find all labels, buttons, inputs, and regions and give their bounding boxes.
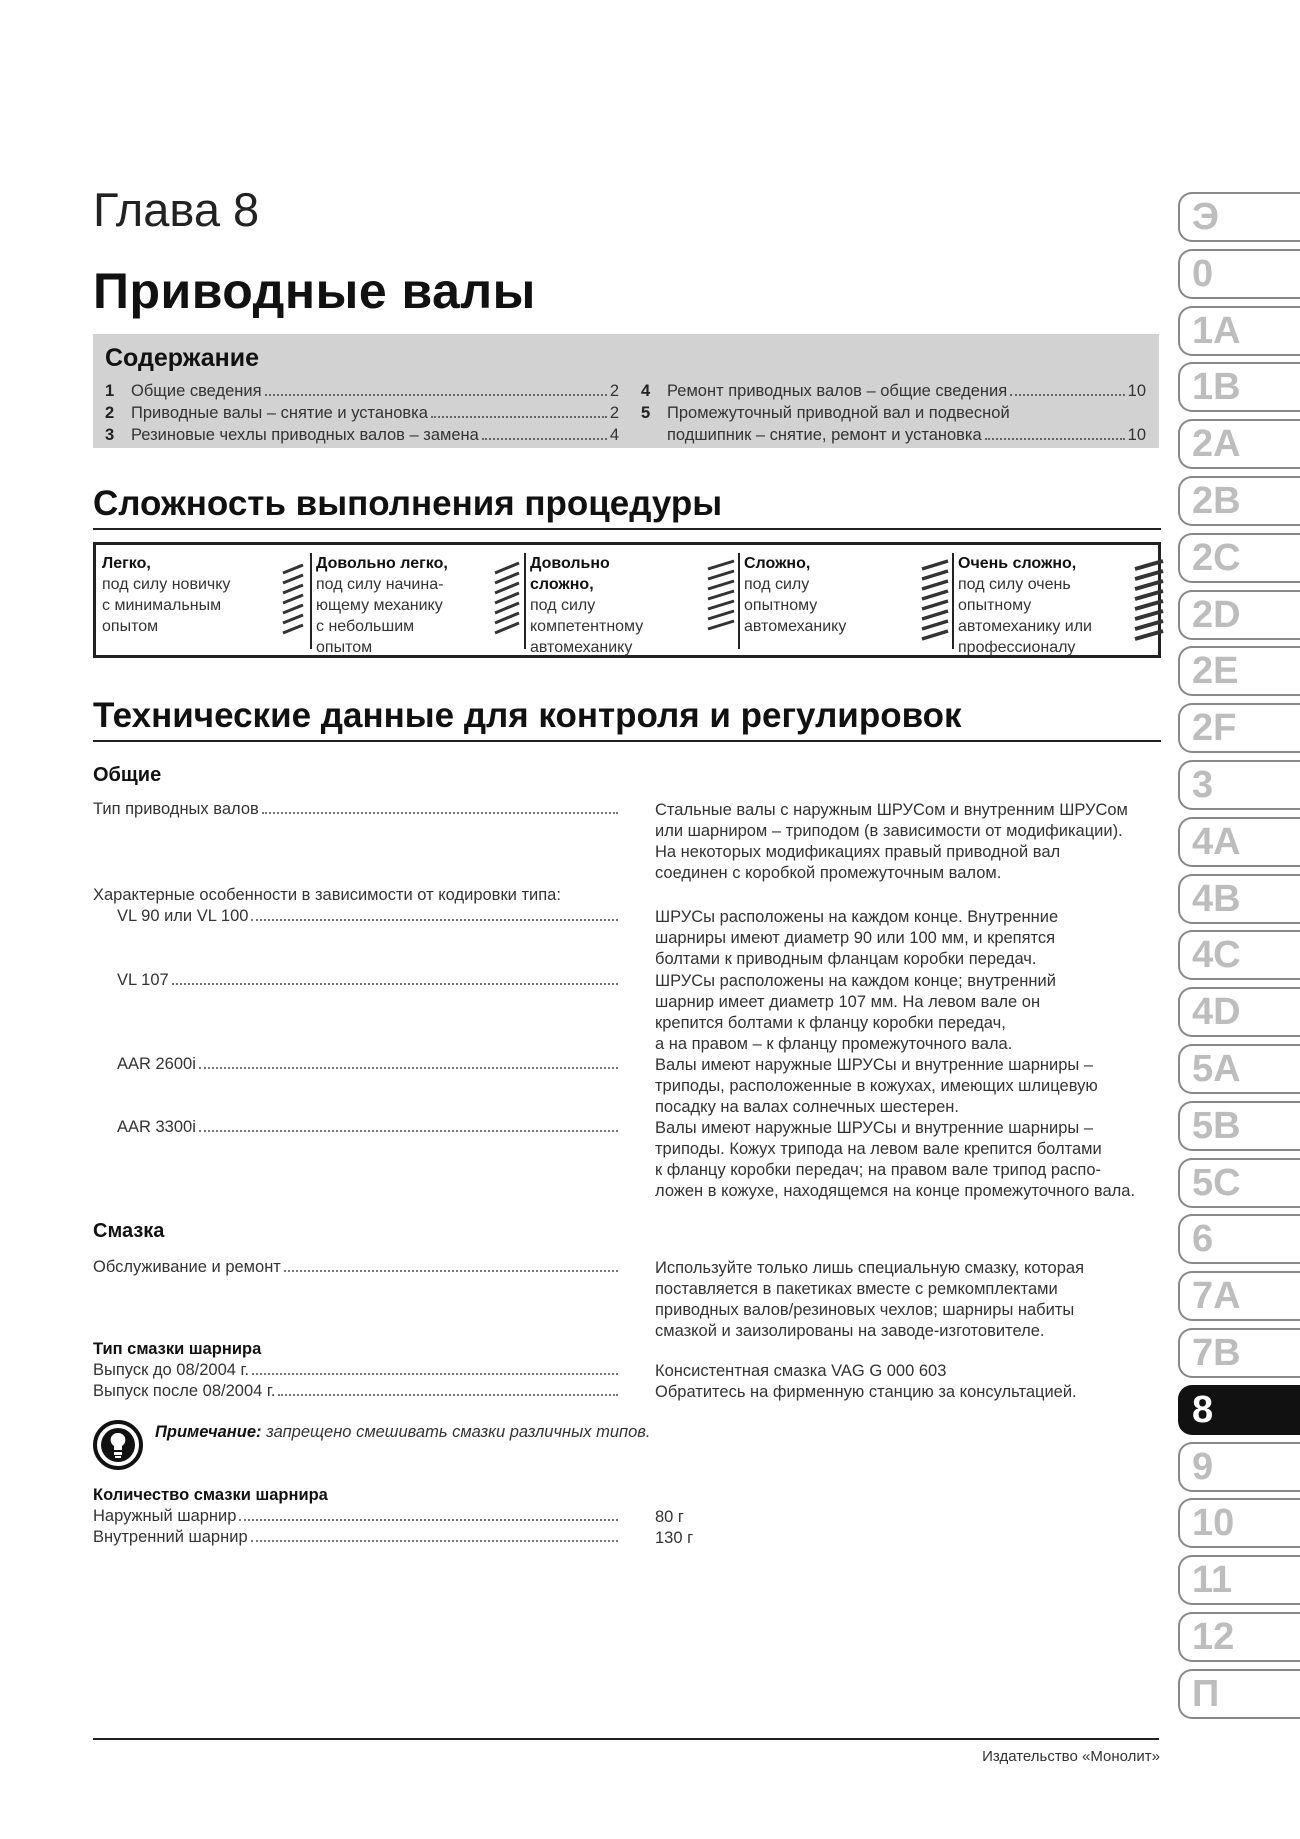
difficulty-desc: под силу начина-	[316, 576, 444, 593]
toc-title: Резиновые чехлы приводных валов – замена	[131, 426, 479, 444]
chapter-tab[interactable]: 5B	[1178, 1101, 1300, 1151]
difficulty-label: Довольно сложно,	[530, 555, 610, 593]
spec-value-line: болтами к приводным фланцам коробки передач.	[655, 950, 1037, 968]
chapter-tab[interactable]: 4C	[1178, 930, 1300, 980]
difficulty-desc: с небольшим	[316, 618, 415, 635]
chapter-tab[interactable]: 11	[1178, 1555, 1300, 1605]
toc-page: 4	[609, 426, 619, 444]
difficulty-level-5	[958, 553, 1168, 656]
toc-leader	[985, 426, 1125, 440]
difficulty-desc: под силу	[744, 576, 810, 593]
difficulty-label: Довольно легко,	[316, 555, 448, 572]
lube-qty-heading: Количество смазки шарнира	[93, 1486, 328, 1504]
leader-dots	[284, 1258, 618, 1272]
lube-type-heading: Тип смазки шарнира	[93, 1340, 262, 1358]
spec-value: 80 г	[655, 1508, 684, 1526]
chapter-tab[interactable]: 4D	[1178, 987, 1300, 1037]
difficulty-level-4	[744, 553, 954, 649]
toc-leader	[265, 382, 607, 396]
features-label: Характерные особенности в зависимости от кодировки типа:	[93, 886, 561, 904]
chapter-tab[interactable]: 2A	[1178, 419, 1300, 469]
spec-label-text: AAR 3300i	[117, 1118, 196, 1136]
spec-label	[93, 1528, 618, 1547]
toc-number: 5	[641, 404, 651, 422]
spec-value-line: посадку на валах солнечных шестерен.	[655, 1098, 959, 1116]
difficulty-label: Легко,	[102, 555, 151, 572]
wrench-2-icon	[492, 559, 522, 641]
spec-value	[655, 1055, 1165, 1118]
toc-title: Ремонт приводных валов – общие сведения	[667, 382, 1008, 400]
spec-value-line: смазкой и заизолированы на заводе-изготовителе.	[655, 1322, 1045, 1340]
difficulty-desc: профессионалу	[958, 639, 1076, 656]
difficulty-divider	[310, 553, 312, 649]
toc-item[interactable]	[105, 426, 619, 446]
toc-number: 2	[105, 404, 115, 422]
difficulty-divider	[738, 553, 740, 649]
difficulty-desc: под силу очень	[958, 576, 1071, 593]
spec-value-line: а на правом – к фланцу промежуточного вала.	[655, 1035, 1013, 1053]
chapter-tab[interactable]: 6	[1178, 1214, 1300, 1264]
difficulty-level-2	[316, 553, 526, 656]
spec-label	[93, 1382, 618, 1401]
leader-dots	[251, 907, 618, 921]
difficulty-desc: с минимальным	[102, 597, 222, 614]
spec-value-line: Используйте только лишь специальную смазку, которая	[655, 1259, 1085, 1277]
difficulty-desc: опытному	[744, 597, 818, 614]
toc-page: 10	[1127, 382, 1146, 400]
spec-label	[117, 1055, 618, 1074]
difficulty-desc: автомеханику или	[958, 618, 1092, 635]
section-rule	[93, 528, 1161, 530]
chapter-tab[interactable]: 8	[1178, 1385, 1300, 1435]
spec-value-line: крепится болтами к фланцу коробки передач,	[655, 1014, 1006, 1032]
spec-value: Обратитесь на фирменную станцию за консультацией.	[655, 1383, 1077, 1401]
difficulty-desc: компетентному	[530, 618, 644, 635]
leader-dots	[172, 971, 618, 985]
lube-heading: Смазка	[93, 1220, 165, 1242]
note-label: Примечание:	[155, 1423, 262, 1441]
chapter-tab[interactable]: 9	[1178, 1442, 1300, 1492]
toc-title: подшипник – снятие, ремонт и установка	[667, 426, 982, 444]
leader-dots	[199, 1118, 618, 1132]
toc-item[interactable]	[641, 404, 1146, 424]
spec-value	[655, 971, 1165, 1055]
lightbulb-icon	[93, 1420, 143, 1470]
spec-label	[93, 1258, 618, 1277]
chapter-tab[interactable]: 5C	[1178, 1158, 1300, 1208]
contents-heading: Содержание	[105, 344, 260, 372]
toc-title: Промежуточный приводной вал и подвесной	[667, 404, 1010, 422]
spec-label	[93, 800, 618, 819]
spec-label-text: Обслуживание и ремонт	[93, 1258, 281, 1276]
difficulty-divider	[524, 553, 526, 649]
footer-rule	[93, 1738, 1159, 1740]
toc-leader	[431, 404, 607, 418]
spec-value-line: Валы имеют наружные ШРУСы и внутренние шарниры –	[655, 1119, 1093, 1137]
chapter-tab[interactable]: 12	[1178, 1612, 1300, 1662]
spec-label	[117, 971, 618, 990]
spec-label	[93, 1507, 618, 1526]
spec-value-line: шарнир имеет диаметр 107 мм. На левом вале он	[655, 993, 1041, 1011]
chapter-tab[interactable]: 7A	[1178, 1271, 1300, 1321]
spec-value-line: поставляется в пакетиках вместе с ремкомплектами	[655, 1280, 1058, 1298]
difficulty-desc: под силу	[530, 597, 596, 614]
difficulty-heading: Сложность выполнения процедуры	[93, 484, 723, 523]
toc-leader	[1010, 382, 1125, 396]
spec-label	[93, 1361, 618, 1380]
spec-label-text: AAR 2600i	[117, 1055, 196, 1073]
specs-heading: Технические данные для контроля и регулировок	[93, 696, 962, 735]
chapter-tab[interactable]: 1B	[1178, 362, 1300, 412]
toc-leader	[482, 426, 607, 440]
wrench-3-icon	[706, 559, 736, 641]
difficulty-label: Сложно,	[744, 555, 811, 572]
general-heading: Общие	[93, 764, 162, 786]
spec-value-line: шарниры имеют диаметр 90 или 100 мм, и крепятся	[655, 929, 1056, 947]
difficulty-desc: опытному	[958, 597, 1032, 614]
leader-dots	[251, 1528, 618, 1542]
spec-value: 130 г	[655, 1529, 694, 1547]
difficulty-level-3	[530, 553, 740, 656]
leader-dots	[252, 1361, 618, 1375]
toc-item[interactable]	[105, 382, 619, 402]
toc-item[interactable]	[641, 426, 1146, 446]
toc-page: 2	[609, 382, 619, 400]
spec-value-line: ложен в кожухе, находящемся на конце промежуточного вала.	[655, 1182, 1136, 1200]
toc-item[interactable]	[105, 404, 619, 424]
leader-dots	[199, 1055, 618, 1069]
chapter-tab[interactable]: П	[1178, 1669, 1300, 1719]
spec-label-text: Тип приводных валов	[93, 800, 259, 818]
chapter-tab[interactable]: Э	[1178, 192, 1300, 242]
note-text	[155, 1423, 650, 1442]
difficulty-desc: опытом	[102, 618, 159, 635]
spec-value-line: Валы имеют наружные ШРУСы и внутренние шарниры –	[655, 1056, 1093, 1074]
spec-value-line: приводных валов/резиновых чехлов; шарниры набиты	[655, 1301, 1075, 1319]
spec-label	[117, 907, 618, 926]
chapter-tab[interactable]: 7B	[1178, 1328, 1300, 1378]
toc-page: 10	[1127, 426, 1146, 444]
note-body: запрещено смешивать смазки различных типов.	[261, 1423, 651, 1441]
difficulty-desc: под силу новичку	[102, 576, 231, 593]
difficulty-desc: ющему механику	[316, 597, 443, 614]
leader-dots	[239, 1507, 618, 1521]
spec-label-text: Наружный шарнир	[93, 1507, 237, 1525]
chapter-tab[interactable]: 3	[1178, 760, 1300, 810]
spec-value: Консистентная смазка VAG G 000 603	[655, 1362, 947, 1380]
chapter-tab[interactable]: 2B	[1178, 476, 1300, 526]
chapter-tab[interactable]: 5A	[1178, 1044, 1300, 1094]
spec-value	[655, 907, 1165, 970]
spec-value-line: ШРУСы расположены на каждом конце. Внутренние	[655, 908, 1059, 926]
section-rule	[93, 740, 1161, 742]
spec-value-line: к фланцу коробки передач; на правом вале трипод распо-	[655, 1161, 1102, 1179]
wrench-1-icon	[278, 559, 308, 641]
chapter-tab[interactable]: 1A	[1178, 306, 1300, 356]
spec-value	[655, 1118, 1165, 1202]
spec-value-line: ШРУСы расположены на каждом конце; внутренний	[655, 972, 1056, 990]
spec-label-text: Внутренний шарнир	[93, 1528, 248, 1546]
toc-number: 3	[105, 426, 115, 444]
wrench-4-icon	[920, 559, 950, 641]
spec-value-line: На некоторых модификациях правый приводной вал	[655, 843, 1061, 861]
spec-label-text: VL 90 или VL 100	[117, 907, 249, 925]
spec-label	[117, 1118, 618, 1137]
page-title: Приводные валы	[93, 263, 536, 319]
spec-value	[655, 1258, 1165, 1342]
toc-page: 2	[609, 404, 619, 422]
spec-label-text: Выпуск после 08/2004 г.	[93, 1382, 276, 1400]
publisher: Издательство «Монолит»	[982, 1748, 1160, 1765]
difficulty-level-1	[102, 553, 312, 649]
difficulty-label: Очень сложно,	[958, 555, 1077, 572]
toc-number: 4	[641, 382, 651, 400]
chapter-tab[interactable]: 4B	[1178, 874, 1300, 924]
chapter-tab[interactable]: 0	[1178, 249, 1300, 299]
spec-value-line: триподы, расположенные в кожухах, имеющих шлицевую	[655, 1077, 1098, 1095]
chapter-tab[interactable]: 2F	[1178, 703, 1300, 753]
spec-label-text: Выпуск до 08/2004 г.	[93, 1361, 250, 1379]
spec-value-line: Стальные валы с наружным ШРУСом и внутренним ШРУСом	[655, 801, 1128, 819]
difficulty-desc: опытом	[316, 639, 373, 656]
toc-number: 1	[105, 382, 115, 400]
chapter-tab[interactable]: 4A	[1178, 817, 1300, 867]
toc-title: Приводные валы – снятие и установка	[131, 404, 428, 422]
difficulty-scale	[93, 542, 1161, 658]
spec-value-line: триподы. Кожух трипода на левом вале крепится болтами	[655, 1140, 1102, 1158]
difficulty-desc: автомеханику	[744, 618, 847, 635]
leader-dots	[262, 800, 618, 814]
contents-box	[93, 334, 1159, 448]
spec-value-line: или шарниром – триподом (в зависимости от модификации).	[655, 822, 1123, 840]
toc-item[interactable]	[641, 382, 1146, 402]
chapter-tab[interactable]: 2E	[1178, 646, 1300, 696]
wrench-5-icon	[1134, 559, 1164, 641]
difficulty-divider	[952, 553, 954, 649]
leader-dots	[278, 1382, 618, 1396]
spec-value-line: соединен с коробкой промежуточным валом.	[655, 864, 1002, 882]
toc-title: Общие сведения	[131, 382, 262, 400]
difficulty-desc: автомеханику	[530, 639, 633, 656]
chapter-label: Глава 8	[93, 183, 260, 236]
spec-label-text: VL 107	[117, 971, 169, 989]
spec-value	[655, 800, 1165, 884]
chapter-tab[interactable]: 2D	[1178, 590, 1300, 640]
chapter-tab[interactable]: 10	[1178, 1498, 1300, 1548]
chapter-tab[interactable]: 2C	[1178, 533, 1300, 583]
